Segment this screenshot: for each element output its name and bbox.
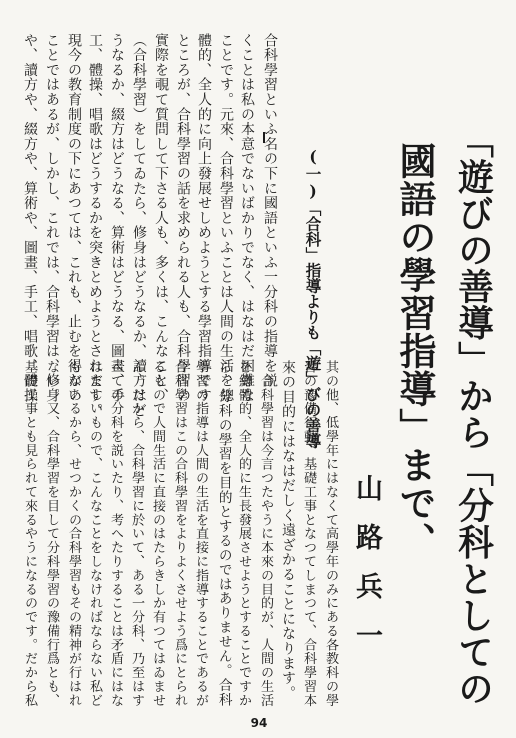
- body-line: ん。だから、合科學習に於いて、ある一分科、乃至はす: [129, 360, 145, 708]
- body-line: 實際を覗て質問して下さる人も、多くは、こんなこと、: [153, 33, 169, 403]
- body-line: 基礎工事とも見られて來るやうになるのです。だから私: [22, 360, 38, 708]
- body-line: 合科學習は今言つたやうに本來の目的が、人間の生活: [258, 360, 274, 708]
- body-line: 來の目的にはなはだしく遠ざかることになります。: [280, 360, 296, 701]
- body-line: くことは私の本意でないばかりでなく、はなはだ困難な: [239, 33, 255, 403]
- body-line: うなるか、綴方はどうなる、算術はどうなる、圖畫、手: [109, 33, 125, 403]
- body-line: 習の豫備行動、基礎工事となつてしまつて、合科學習本: [301, 360, 317, 708]
- body-line: 工、體操、唱歌はどうするかを突きとめようとされます。: [87, 33, 103, 418]
- body-line: ことです。元來、合科學習といふことは人間の生活を總: [218, 33, 234, 403]
- body-line: ところが、合科學習の話を求められる人も、合科學習の: [175, 33, 191, 403]
- body-line: べての分科を説いたり、考へたりすることは矛盾にはな: [108, 360, 124, 708]
- body-line: 合科學習はこの合科學習をよりよくさせよう爲にとられ: [172, 360, 188, 708]
- section-heading: (一)「合科」指導よりも「遊」びの善導: [303, 147, 323, 449]
- body-line: 其の他、低學年にはなくて高學年のみにある各教科の學: [323, 360, 339, 708]
- author-name: 山路兵一: [351, 474, 382, 670]
- body-line: ら、分科の學習を目的とするのではありません。合科: [215, 360, 232, 707]
- body-line: るもので人間生活に直接のはたらきしか有つてはゐませ: [150, 360, 166, 708]
- body-line: 現今の教育制度の下にあつては、これも、止むを得ない: [66, 33, 82, 403]
- body-line: （合科學習）をしてゐたら、修身はどうなるか、讀方はど: [131, 33, 147, 418]
- body-line: 學習の指導は人間の生活を直接に指導することであるが: [193, 360, 209, 708]
- body-line: を總體的、全人的に生長發展させようとすることですか: [236, 360, 252, 708]
- body-line: もがあるから、せつかくの合科學習もその精神が行はれ: [66, 360, 82, 708]
- body-line: や、讀方や、綴方や、算術や、圖畫、手工、唱歌、體操: [22, 33, 38, 403]
- body-line: 合科學習といふ名の下に國語といふ一分科の指導を説: [262, 33, 278, 389]
- body-line: ことではあるが、しかし、これでは、合科學習は、修身: [44, 33, 60, 403]
- article-title-line-2: 國語の學習指導」まで、: [393, 142, 437, 560]
- page-number: 94: [250, 716, 268, 730]
- body-line: ない。又、合科學習を目して分科學習の豫備行爲とも、: [44, 360, 60, 708]
- body-line: はだしいもので、こんなことをしなければならない私ど: [87, 360, 103, 708]
- body-line: 體的、全人的に向上發展せしめようとする學習指導です: [196, 33, 212, 403]
- article-title-line-1: 「遊びの善導」から「分科としての: [452, 122, 494, 707]
